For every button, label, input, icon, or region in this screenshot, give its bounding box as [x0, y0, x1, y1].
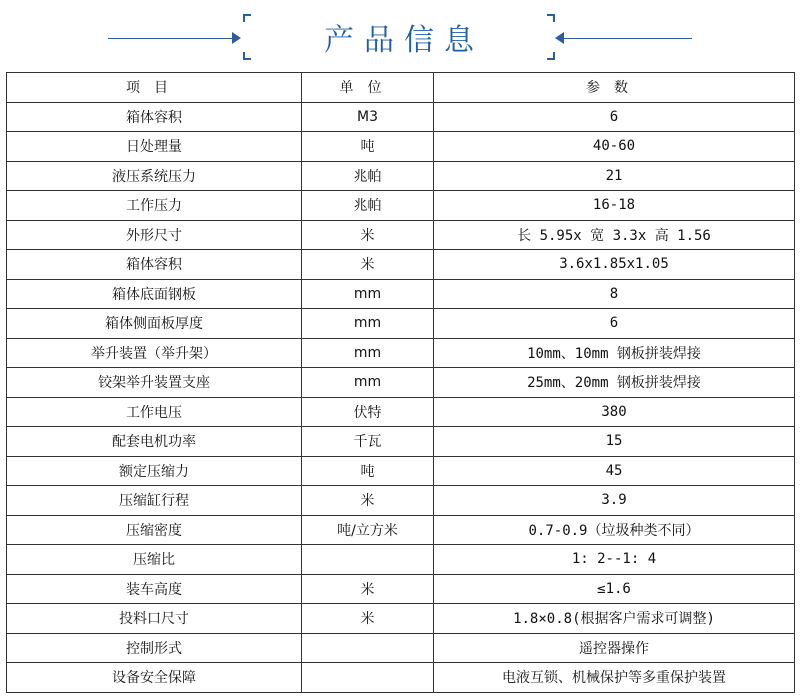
- table-row: [7, 250, 795, 280]
- cell-item: 举升装置（举升架）: [7, 338, 302, 368]
- cell-unit: 米: [302, 250, 434, 280]
- cell-unit: 米: [302, 220, 434, 250]
- cell-param: ≤1.6: [434, 574, 795, 604]
- table-row: [7, 338, 795, 368]
- cell-item: 日处理量: [7, 132, 302, 162]
- cell-item: 额定压缩力: [7, 456, 302, 486]
- table-row: [7, 545, 795, 575]
- cell-unit: [302, 663, 434, 693]
- table-row: [7, 515, 795, 545]
- header-unit: 单位: [302, 73, 434, 103]
- cell-param: 21: [434, 161, 795, 191]
- cell-unit: 米: [302, 604, 434, 634]
- cell-unit: [302, 633, 434, 663]
- cell-item: 压缩密度: [7, 515, 302, 545]
- table-row: [7, 604, 795, 634]
- cell-item: 箱体底面钢板: [7, 279, 302, 309]
- cell-unit: 米: [302, 486, 434, 516]
- cell-unit: [302, 545, 434, 575]
- spec-table: [6, 72, 795, 693]
- cell-item: 箱体容积: [7, 102, 302, 132]
- cell-unit: 兆帕: [302, 161, 434, 191]
- table-row: [7, 456, 795, 486]
- cell-unit: mm: [302, 368, 434, 398]
- header-line-left: [108, 38, 238, 39]
- table-row: [7, 161, 795, 191]
- table-row: [7, 102, 795, 132]
- cell-item: 压缩比: [7, 545, 302, 575]
- cell-param: 15: [434, 427, 795, 457]
- cell-param: 40-60: [434, 132, 795, 162]
- page-title: 产品信息: [324, 23, 484, 58]
- cell-item: 装车高度: [7, 574, 302, 604]
- cell-param: 6: [434, 102, 795, 132]
- cell-param: 45: [434, 456, 795, 486]
- cell-param: 25mm、20mm 钢板拼装焊接: [434, 368, 795, 398]
- cell-item: 液压系统压力: [7, 161, 302, 191]
- cell-item: 投料口尺寸: [7, 604, 302, 634]
- cell-item: 工作电压: [7, 397, 302, 427]
- cell-item: 设备安全保障: [7, 663, 302, 693]
- cell-param: 3.9: [434, 486, 795, 516]
- cell-unit: M3: [302, 102, 434, 132]
- cell-param: 10mm、10mm 钢板拼装焊接: [434, 338, 795, 368]
- cell-item: 箱体容积: [7, 250, 302, 280]
- cell-item: 工作压力: [7, 191, 302, 221]
- cell-unit: 吨: [302, 456, 434, 486]
- cell-item: 外形尺寸: [7, 220, 302, 250]
- cell-param: 8: [434, 279, 795, 309]
- table-row: [7, 368, 795, 398]
- table-row: [7, 220, 795, 250]
- cell-item: 配套电机功率: [7, 427, 302, 457]
- cell-unit: 伏特: [302, 397, 434, 427]
- table-row: [7, 633, 795, 663]
- cell-unit: mm: [302, 279, 434, 309]
- table-row: [7, 309, 795, 339]
- cell-unit: mm: [302, 338, 434, 368]
- cell-unit: 吨: [302, 132, 434, 162]
- table-row: [7, 279, 795, 309]
- cell-item: 铰架举升装置支座: [7, 368, 302, 398]
- cell-param: 16-18: [434, 191, 795, 221]
- cell-unit: mm: [302, 309, 434, 339]
- cell-param: 电液互锁、机械保护等多重保护装置: [434, 663, 795, 693]
- cell-param: 3.6x1.85x1.05: [434, 250, 795, 280]
- table-row: [7, 574, 795, 604]
- header-item: 项目: [7, 73, 302, 103]
- arrow-right-icon: [232, 32, 241, 44]
- cell-param: 长 5.95x 宽 3.3x 高 1.56: [434, 220, 795, 250]
- cell-param: 1: 2--1: 4: [434, 545, 795, 575]
- cell-param: 380: [434, 397, 795, 427]
- header-param: 参数: [434, 73, 795, 103]
- table-row: [7, 397, 795, 427]
- cell-unit: 吨/立方米: [302, 515, 434, 545]
- section-header: [0, 0, 800, 72]
- cell-param: 1.8×0.8(根据客户需求可调整): [434, 604, 795, 634]
- table-row: [7, 191, 795, 221]
- table-row: [7, 132, 795, 162]
- cell-unit: 千瓦: [302, 427, 434, 457]
- header-line-right: [562, 38, 692, 39]
- table-row: [7, 427, 795, 457]
- cell-item: 箱体侧面板厚度: [7, 309, 302, 339]
- cell-unit: 兆帕: [302, 191, 434, 221]
- table-row: [7, 663, 795, 693]
- title-frame: [243, 14, 555, 60]
- cell-param: 6: [434, 309, 795, 339]
- cell-param: 遥控器操作: [434, 633, 795, 663]
- cell-unit: 米: [302, 574, 434, 604]
- cell-item: 控制形式: [7, 633, 302, 663]
- cell-param: 0.7-0.9（垃圾种类不同）: [434, 515, 795, 545]
- table-row: [7, 486, 795, 516]
- cell-item: 压缩缸行程: [7, 486, 302, 516]
- table-header-row: [7, 73, 795, 103]
